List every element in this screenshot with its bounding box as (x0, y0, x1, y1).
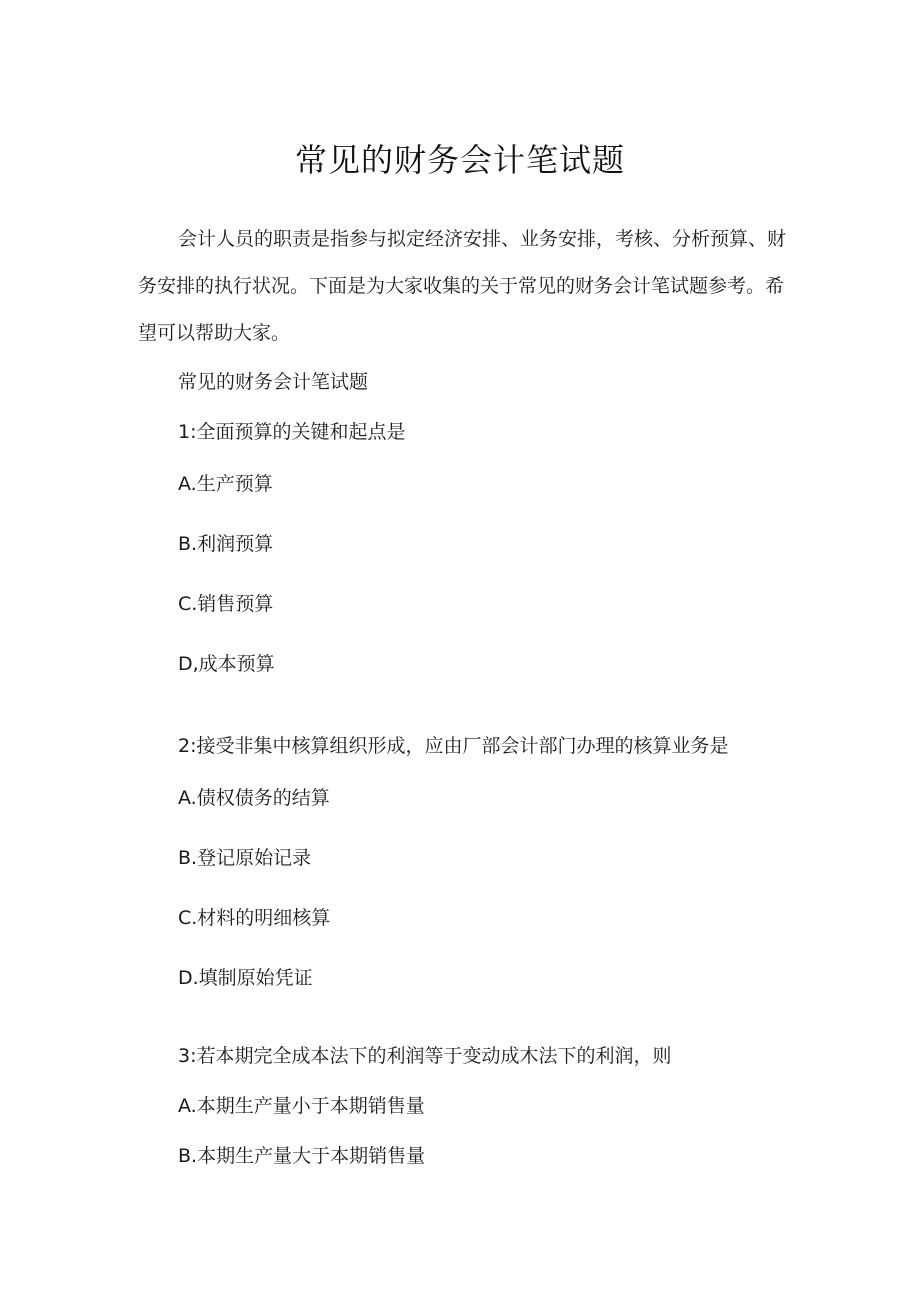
intro-paragraph: 会计人员的职责是指参与拟定经济安排、业务安排，考核、分析预算、财务安排的执行状况。下面是为大家收集的关于常见的财务会计笔试题参考。希望可以帮助大家。 (138, 228, 787, 344)
question-1: 1:全面预算的关键和起点是 (178, 421, 406, 443)
question-1-option-d: D,成本预算 (178, 653, 275, 675)
question-3: 3:若本期完全成本法下的利润等于变动成木法下的利润，则 (178, 1045, 672, 1067)
question-1-option-c: C.销售预算 (178, 593, 274, 615)
question-3-option-a: A.本期生产量小于本期销售量 (178, 1095, 425, 1117)
question-1-option-a: A.生产预算 (178, 473, 273, 495)
question-2-option-a: A.债权债务的结算 (178, 787, 330, 809)
question-2-option-c: C.材料的明细核算 (178, 907, 331, 929)
question-3-option-b: B.本期生产量大于本期销售量 (178, 1145, 426, 1167)
question-2: 2:接受非集中核算组织形成，应由厂部会计部门办理的核算业务是 (178, 735, 729, 757)
section-heading: 常见的财务会计笔试题 (178, 371, 369, 393)
question-1-option-b: B.利润预算 (178, 533, 274, 555)
page-title: 常见的财务会计笔试题 (294, 141, 625, 179)
question-2-option-b: B.登记原始记录 (178, 847, 312, 869)
question-2-option-d: D.填制原始凭证 (178, 967, 313, 989)
